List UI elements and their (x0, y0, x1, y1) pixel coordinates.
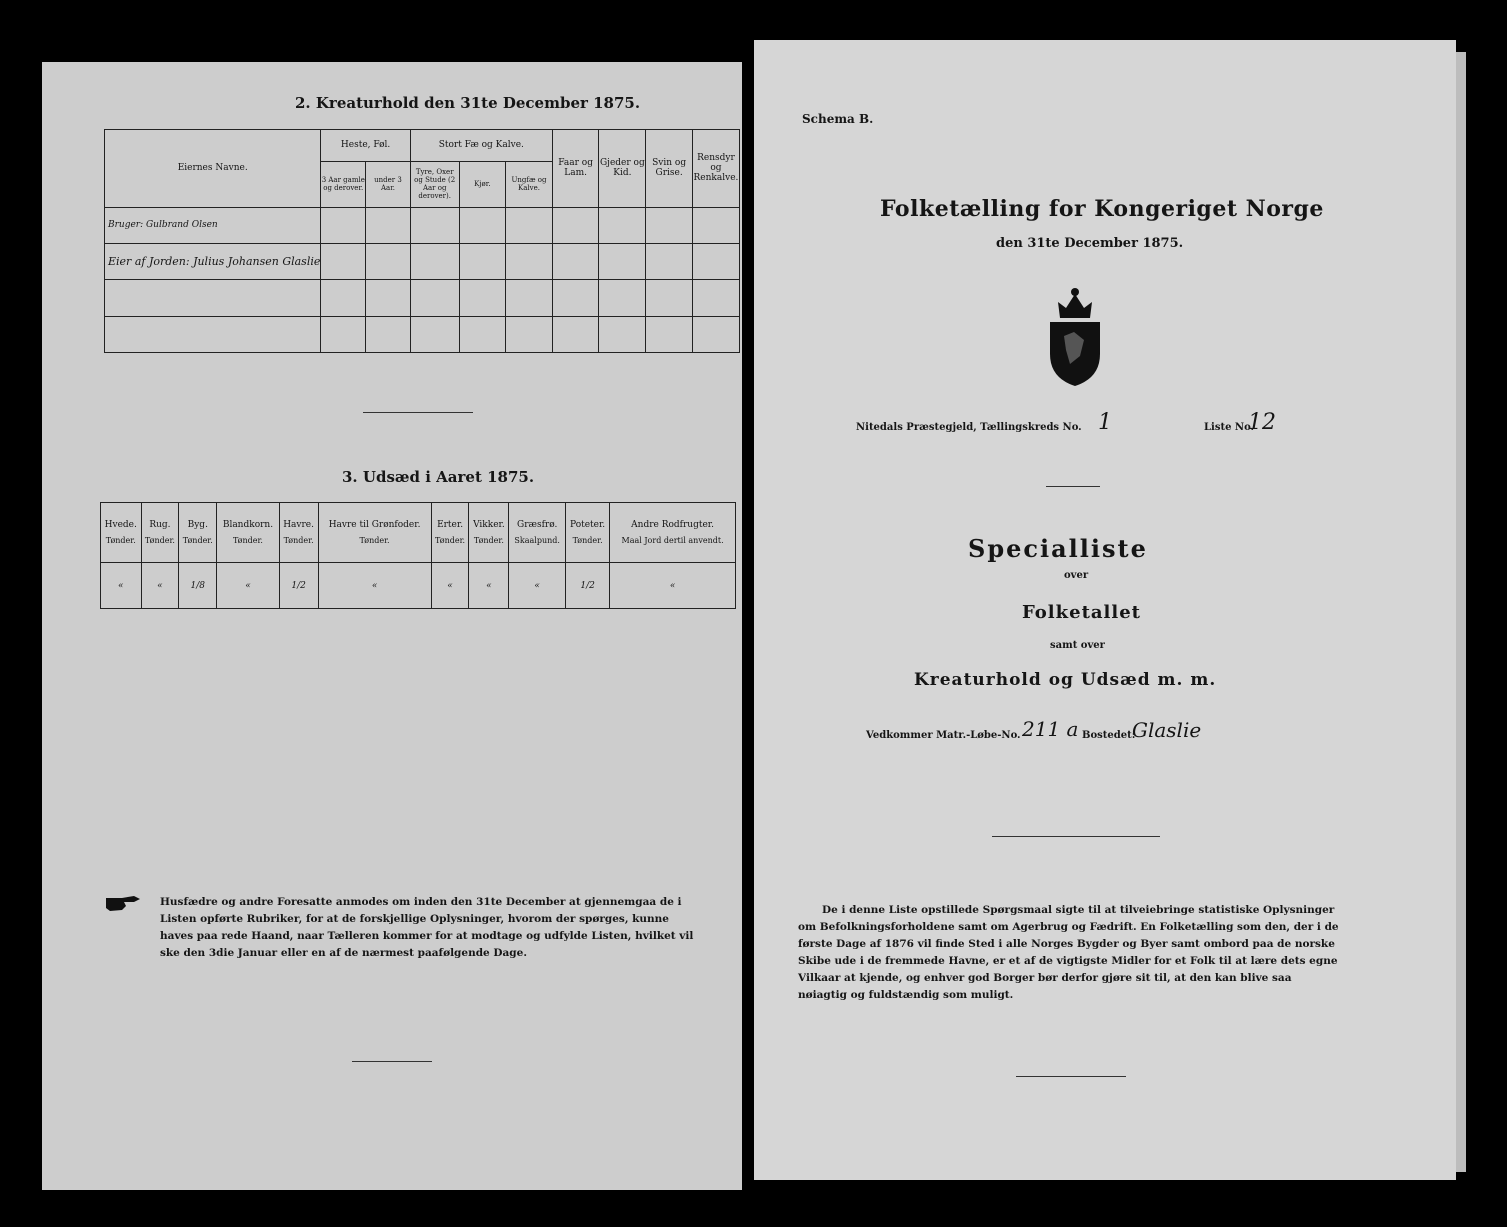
sowing-header (318, 503, 431, 563)
sowing-header-name: Erter. (437, 520, 464, 530)
header-horses-young: under 3 Aar. (366, 161, 411, 207)
header-pigs: Svin og Grise. (646, 130, 693, 208)
sowing-header-name: Poteter. (570, 520, 606, 530)
left-page (42, 62, 742, 1190)
matr-number: 211 a (1022, 717, 1079, 741)
sowing-header-name: Byg. (187, 520, 208, 530)
owner-row: Eier af Jorden: Julius Johansen Glaslie (105, 243, 321, 279)
matr-label: Vedkommer Matr.-Løbe-No. (866, 730, 1021, 741)
sowing-header-unit: Maal Jord dertil anvendt. (621, 536, 724, 545)
sowing-header-unit: Tønder. (435, 536, 466, 545)
census-date: den 31te December 1875. (996, 236, 1184, 251)
coat-of-arms-icon (1044, 284, 1106, 388)
header-horses-old: 3 Aar gamle og derover. (321, 161, 366, 207)
sowing-value: 1/2 (279, 563, 318, 609)
livestock-table (104, 129, 740, 353)
sowing-header-name: Havre til Grønfoder. (328, 520, 421, 530)
pointing-hand-icon (104, 894, 142, 914)
header-goats: Gjeder og Kid. (599, 130, 646, 208)
sowing-value: « (141, 563, 179, 609)
specialliste-title: Specialliste (968, 534, 1148, 563)
header-young-cattle: Ungfæ og Kalve. (506, 161, 553, 207)
sowing-header-unit: Tønder. (232, 536, 263, 545)
section3-title: 3. Udsæd i Aaret 1875. (342, 468, 535, 486)
header-reindeer: Rensdyr og Renkalve. (692, 130, 739, 208)
header-bulls: Tyre, Oxer og Stude (2 Aar og derover). (410, 161, 459, 207)
sowing-header-unit: Tønder. (359, 536, 390, 545)
kreaturhold-title: Kreaturhold og Udsæd m. m. (914, 670, 1217, 690)
schema-label: Schema B. (802, 112, 874, 126)
samt-over-label: samt over (1050, 640, 1105, 651)
parish-label: Nitedals Præstegjeld, Tællingskreds No. (856, 422, 1082, 433)
sowing-header (141, 503, 179, 563)
sowing-header-unit: Tønder. (572, 536, 603, 545)
liste-label: Liste No. (1204, 422, 1255, 433)
sowing-header-name: Vikker. (473, 520, 505, 530)
header-horses: Heste, Føl. (321, 130, 410, 162)
notice-text: Husfædre og andre Foresatte anmodes om inden den 31te December at gjennemgaa de i Listen opførte Rubriker, for at de forskjellige Oplysninger, hvorom der spørges, kunne haves paa rede Haand, naar Tælleren kommer for at modtage og udfylde Listen, hvilket vil ske den 3die Januar eller en af de nærmest paafølgende Dage. (160, 896, 694, 959)
sowing-value: « (509, 563, 566, 609)
sowing-header (217, 503, 280, 563)
sowing-value: 1/2 (566, 563, 610, 609)
sowing-value: « (431, 563, 469, 609)
sowing-header (179, 503, 217, 563)
header-sheep: Faar og Lam. (552, 130, 599, 208)
sowing-value: « (469, 563, 509, 609)
sowing-header-unit: Tønder. (105, 536, 136, 545)
divider (1016, 1076, 1126, 1077)
divider (352, 1061, 432, 1062)
over-label: over (1064, 570, 1089, 581)
sowing-header-name: Græsfrø. (517, 520, 558, 530)
sowing-header-name: Blandkorn. (222, 520, 274, 530)
sowing-header-unit: Tønder. (182, 536, 213, 545)
sowing-value: « (101, 563, 142, 609)
sowing-header (469, 503, 509, 563)
sowing-header-name: Rug. (149, 520, 171, 530)
divider (1046, 486, 1100, 487)
owner-row: Bruger: Gulbrand Olsen (105, 207, 321, 243)
tellingskreds-number: 1 (1098, 410, 1112, 435)
sowing-header (101, 503, 142, 563)
sowing-table (100, 502, 736, 609)
sowing-value: « (217, 563, 280, 609)
main-title: Folketælling for Kongeriget Norge (880, 196, 1324, 222)
sowing-header-unit: Tønder. (283, 536, 314, 545)
sowing-header-unit: Tønder. (144, 536, 175, 545)
sowing-value: « (318, 563, 431, 609)
sowing-value: « (610, 563, 736, 609)
sowing-value: 1/8 (179, 563, 217, 609)
sowing-header (431, 503, 469, 563)
divider (363, 412, 473, 413)
sowing-header-name: Hvede. (104, 520, 137, 530)
sowing-header (509, 503, 566, 563)
section2-title: 2. Kreaturhold den 31te December 1875. (295, 94, 641, 112)
liste-number: 12 (1248, 410, 1276, 435)
sowing-header (610, 503, 736, 563)
folketallet-title: Folketallet (1022, 602, 1141, 623)
bosted-label: Bostedet: (1082, 730, 1136, 741)
sowing-header-name: Havre. (283, 520, 314, 530)
sowing-header-unit: Tønder. (473, 536, 504, 545)
divider (992, 836, 1160, 837)
sowing-header (566, 503, 610, 563)
sowing-header (279, 503, 318, 563)
header-owner-names: Eiernes Navne. (105, 130, 321, 208)
info-paragraph: De i denne Liste opstillede Spørgsmaal sigte til at tilveiebringe statistiske Oplysninger om Befolkningsforholdene samt om Agerbrug og Fædrift. En Folketælling som den, der i de første Dage af 1876 vil finde Sted i alle Norges Bygder og Byer samt ombord paa de norske Skibe ude i de fremmede Havne, er et af de vigtigste Midler for et Folk til at lære dets egne Vilkaar at kjende, og enhver god Borger bør derfor gjøre sit til, at den kan blive saa nøiagtig og fuldstændig som muligt. (798, 904, 1339, 1001)
header-cattle: Stort Fæ og Kalve. (410, 130, 552, 162)
sowing-header-name: Andre Rodfrugter. (631, 520, 714, 530)
header-cows: Kjør. (459, 161, 506, 207)
right-page (754, 40, 1456, 1180)
page-edge (1456, 52, 1466, 1172)
bosted-name: Glaslie (1132, 718, 1202, 742)
sowing-header-unit: Skaalpund. (514, 536, 560, 545)
